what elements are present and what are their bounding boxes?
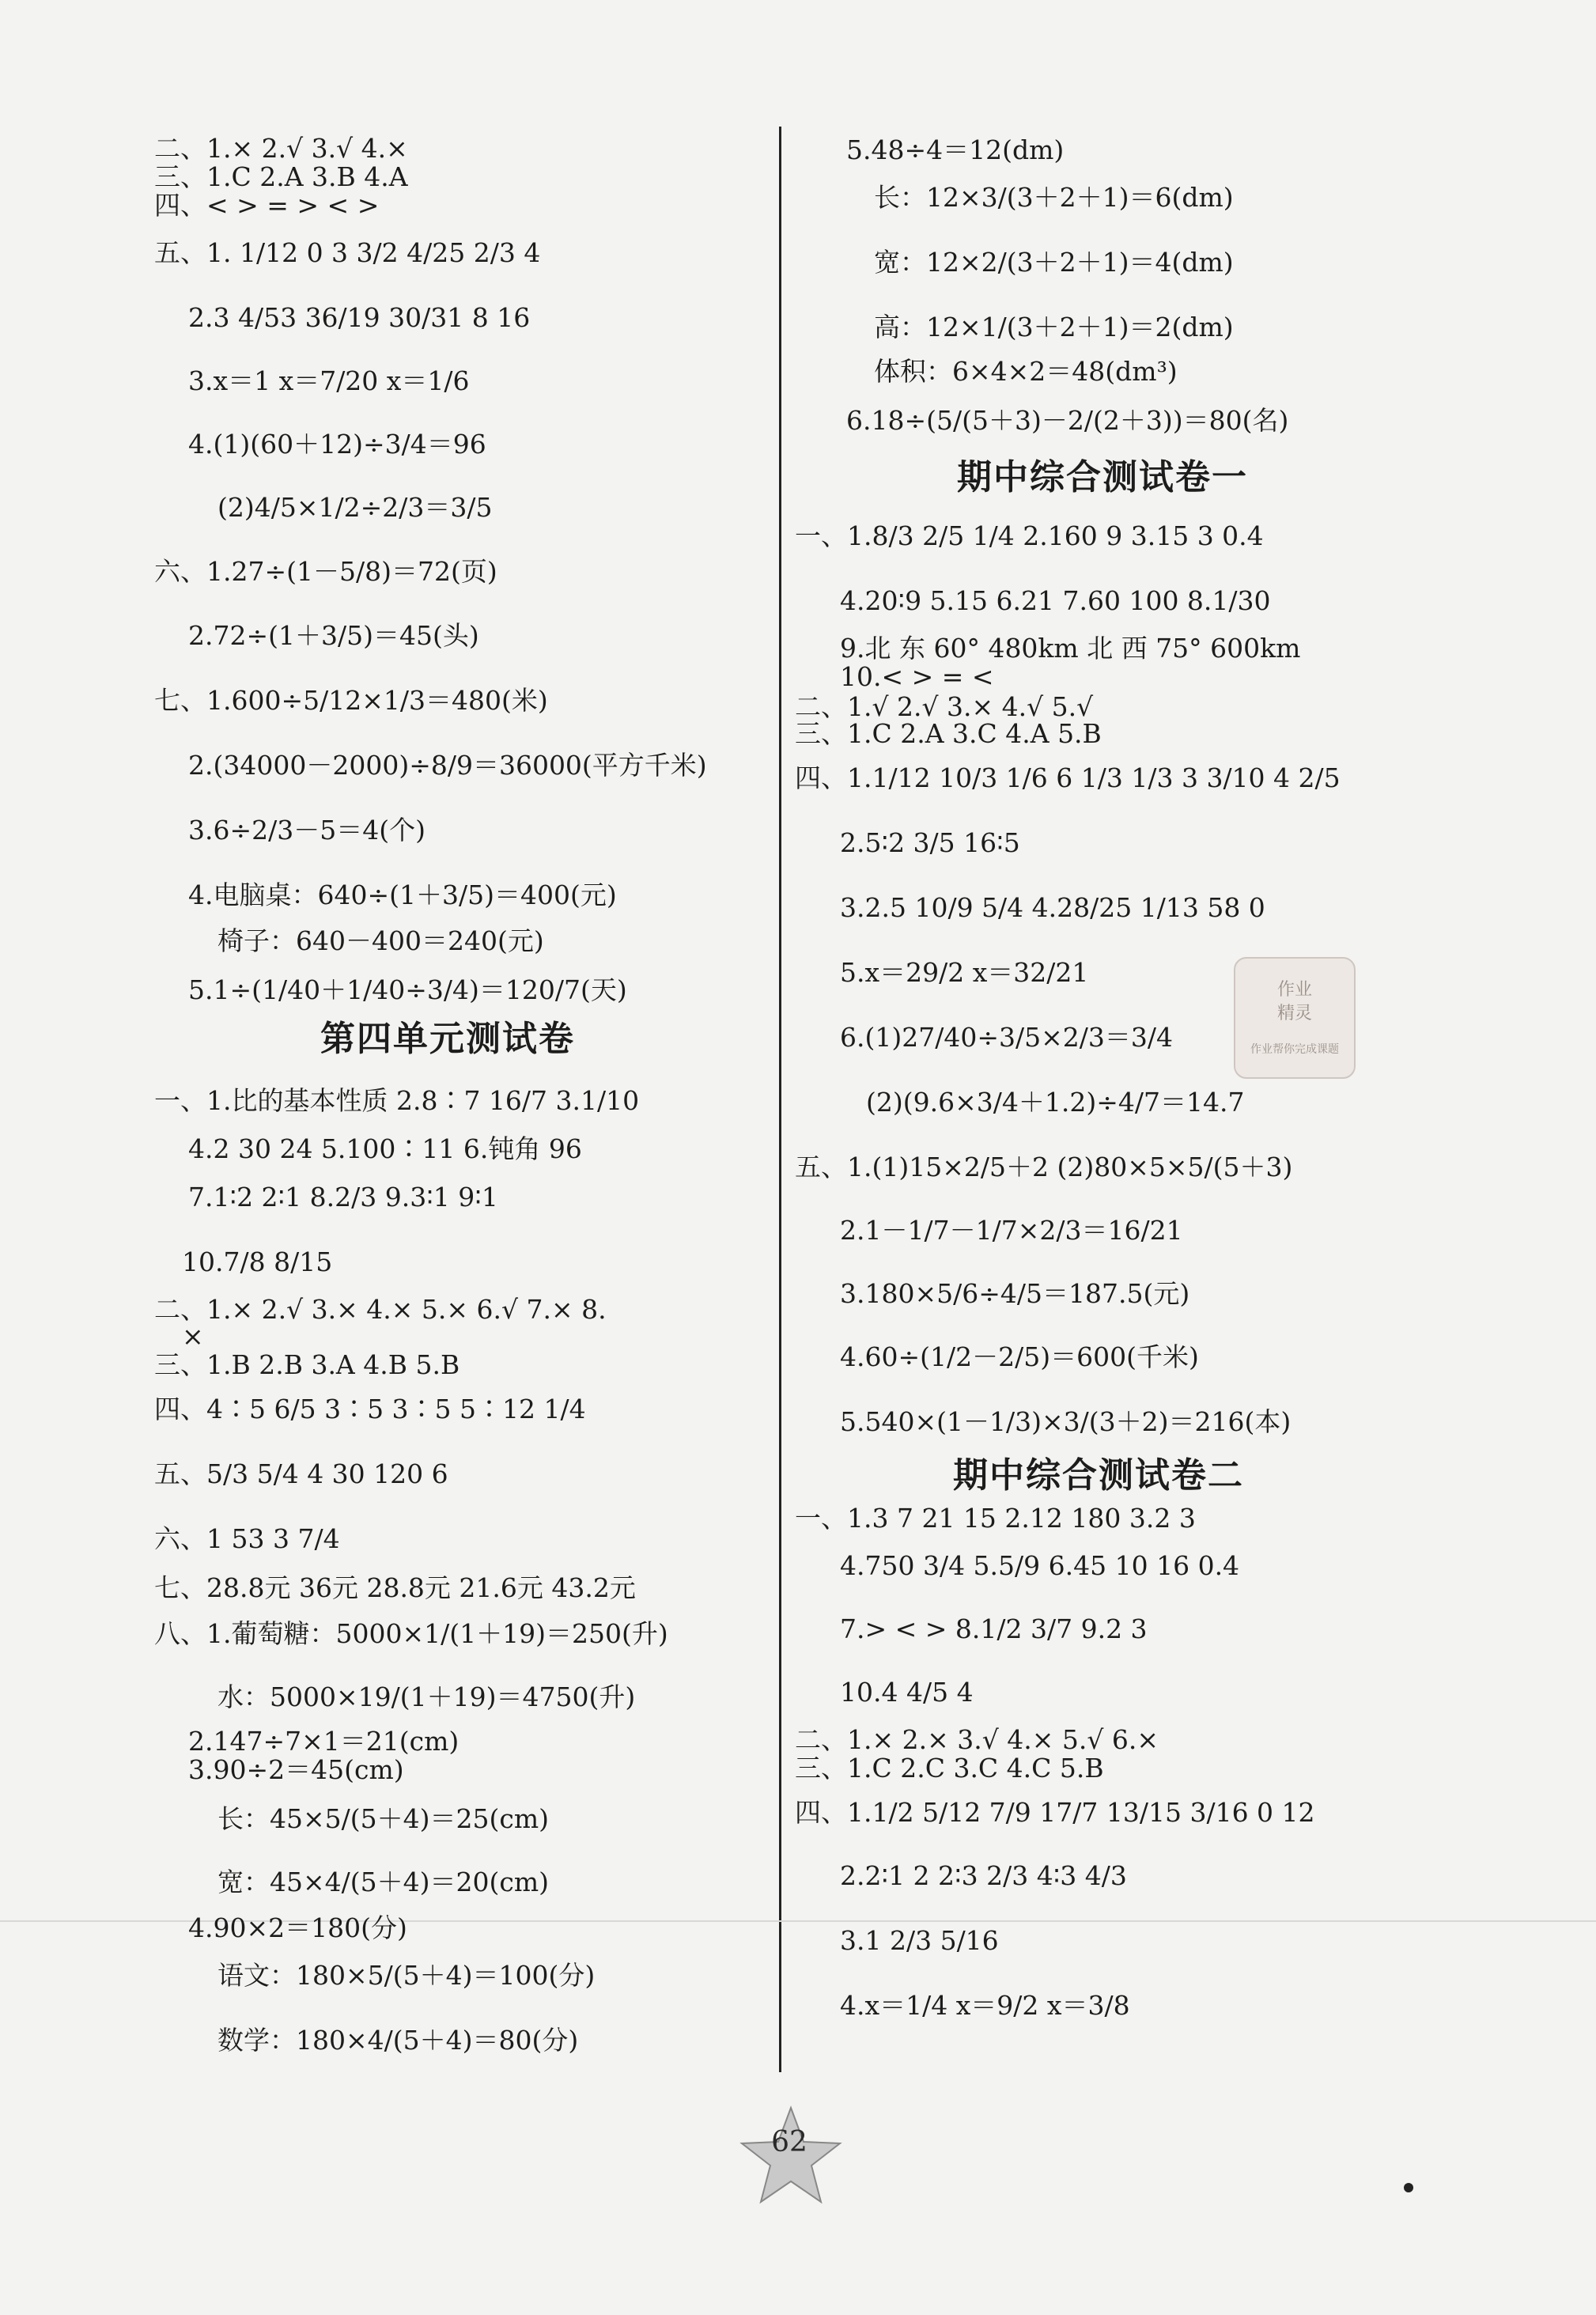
answer-line: 五、1.(1)15×2/5＋2 (2)80×5×5/(5＋3) xyxy=(795,1152,1293,1182)
answer-line: 四、1.1/12 10/3 1/6 6 1/3 1/3 3 3/10 4 2/5 xyxy=(795,762,1341,793)
answer-line: (2)4/5×1/2÷2/3＝3/5 xyxy=(217,492,493,523)
answer-line: 2.(34000－2000)÷8/9＝36000(平方千米) xyxy=(188,750,707,781)
answer-line: 6.18÷(5/(5＋3)－2/(2＋3))＝80(名) xyxy=(846,405,1289,436)
answer-line: 二、1.× 2.× 3.√ 4.× 5.√ 6.× xyxy=(795,1724,1159,1755)
answer-line: 二、1.√ 2.√ 3.× 4.√ 5.√ xyxy=(795,691,1094,722)
answer-line: 五、5/3 5/4 4 30 120 6 xyxy=(154,1458,448,1489)
answer-line: 语文：180×5/(5＋4)＝100(分) xyxy=(217,1960,596,1991)
answer-line: 7.> < > 8.1/2 3/7 9.2 3 xyxy=(840,1613,1148,1644)
watermark-stamp xyxy=(1234,957,1356,1079)
answer-line: 2.3 4/53 36/19 30/31 8 16 xyxy=(188,302,531,333)
answer-line: 四、1.1/2 5/12 7/9 17/7 13/15 3/16 0 12 xyxy=(795,1797,1315,1828)
answer-line: 体积：6×4×2＝48(dm³) xyxy=(874,356,1178,387)
answer-line: 4.60÷(1/2－2/5)＝600(千米) xyxy=(840,1341,1199,1372)
answer-line: 数学：180×4/(5＋4)＝80(分) xyxy=(217,2025,579,2056)
answer-line: × xyxy=(182,1321,204,1352)
answer-line: 长：45×5/(5＋4)＝25(cm) xyxy=(217,1803,550,1834)
answer-line: 一、1.3 7 21 15 2.12 180 3.2 3 xyxy=(795,1503,1196,1534)
answer-line: 二、1.× 2.√ 3.× 4.× 5.× 6.√ 7.× 8. xyxy=(154,1294,607,1325)
answer-line: 椅子：640－400＝240(元) xyxy=(217,925,544,956)
answer-line: 10.< > = < xyxy=(840,661,994,692)
answer-line: 水：5000×19/(1＋19)＝4750(升) xyxy=(217,1681,636,1712)
answer-line: 七、28.8元 36元 28.8元 21.6元 43.2元 xyxy=(154,1572,636,1603)
ink-dot xyxy=(1404,2183,1413,2192)
stamp-text-1: 作业 xyxy=(1276,980,1312,1000)
column-divider xyxy=(779,127,781,2072)
answer-line: 4.90×2＝180(分) xyxy=(188,1912,407,1943)
answer-line: 三、1.C 2.A 3.C 4.A 5.B xyxy=(795,718,1102,749)
answer-line: 2.72÷(1＋3/5)＝45(头) xyxy=(188,620,479,651)
answer-line: 八、1.葡萄糖：5000×1/(1＋19)＝250(升) xyxy=(154,1618,668,1649)
answer-line: 2.2∶1 2 2∶3 2/3 4∶3 4/3 xyxy=(840,1860,1127,1891)
heading-midterm-test-1: 期中综合测试卷一 xyxy=(957,457,1248,497)
answer-line: 3.1 2/3 5/16 xyxy=(840,1925,999,1956)
answer-line: 长：12×3/(3＋2＋1)＝6(dm) xyxy=(874,182,1234,213)
answer-line: 三、1.C 2.A 3.B 4.A xyxy=(154,161,408,192)
answer-line: 五、1. 1/12 0 3 3/2 4/25 2/3 4 xyxy=(154,237,541,268)
answer-line: 二、1.× 2.√ 3.√ 4.× xyxy=(154,133,408,164)
star-icon xyxy=(736,2104,846,2215)
answer-line: 宽：12×2/(3＋2＋1)＝4(dm) xyxy=(874,247,1234,278)
answer-line: 2.5∶2 3/5 16∶5 xyxy=(840,827,1020,858)
answer-line: 5.540×(1－1/3)×3/(3＋2)＝216(本) xyxy=(840,1406,1292,1437)
heading-midterm-test-2: 期中综合测试卷二 xyxy=(953,1455,1244,1496)
heading-unit4-test: 第四单元测试卷 xyxy=(320,1019,575,1059)
answer-line: 3.2.5 10/9 5/4 4.28/25 1/13 58 0 xyxy=(840,892,1265,923)
answer-line: 4.20∶9 5.15 6.21 7.60 100 8.1/30 xyxy=(840,585,1271,616)
answer-line: 四、< > = > < > xyxy=(154,190,380,221)
answer-line: 3.x＝1 x＝7/20 x＝1/6 xyxy=(188,365,470,396)
answer-line: 4.2 30 24 5.100∶11 6.钝角 96 xyxy=(188,1133,582,1164)
answer-line: 2.1－1/7－1/7×2/3＝16/21 xyxy=(840,1215,1183,1246)
answer-line: 4.电脑桌：640÷(1＋3/5)＝400(元) xyxy=(188,879,617,910)
answer-line: 七、1.600÷5/12×1/3＝480(米) xyxy=(154,685,548,716)
answer-line: (2)(9.6×3/4＋1.2)÷4/7＝14.7 xyxy=(866,1087,1245,1118)
answer-line: 4.(1)(60＋12)÷3/4＝96 xyxy=(188,429,486,460)
answer-line: 5.1÷(1/40＋1/40÷3/4)＝120/7(天) xyxy=(188,974,627,1005)
answer-line: 宽：45×4/(5＋4)＝20(cm) xyxy=(217,1867,550,1897)
answer-line: 3.180×5/6÷4/5＝187.5(元) xyxy=(840,1278,1190,1309)
answer-line: 3.6÷2/3－5＝4(个) xyxy=(188,815,425,845)
stamp-text-3: 作业帮你完成课题 xyxy=(1250,1043,1339,1056)
answer-line: 一、1.8/3 2/5 1/4 2.160 9 3.15 3 0.4 xyxy=(795,520,1264,551)
answer-line: 一、1.比的基本性质 2.8∶7 16/7 3.1/10 xyxy=(154,1085,640,1116)
answer-line: 六、1 53 3 7/4 xyxy=(154,1523,340,1554)
answer-line: 3.90÷2＝45(cm) xyxy=(188,1754,404,1785)
answer-line: 四、4∶5 6/5 3∶5 3∶5 5∶12 1/4 xyxy=(154,1394,586,1424)
answer-line: 6.(1)27/40÷3/5×2/3＝3/4 xyxy=(840,1022,1173,1053)
answer-line: 10.7/8 8/15 xyxy=(182,1246,333,1277)
answer-line: 三、1.B 2.B 3.A 4.B 5.B xyxy=(154,1349,460,1380)
answer-line: 4.750 3/4 5.5/9 6.45 10 16 0.4 xyxy=(840,1550,1240,1581)
answer-line: 5.x＝29/2 x＝32/21 xyxy=(840,957,1089,988)
answer-line: 2.147÷7×1＝21(cm) xyxy=(188,1726,460,1757)
answer-line: 高：12×1/(3＋2＋1)＝2(dm) xyxy=(874,312,1234,342)
stamp-text-2: 精灵 xyxy=(1276,1004,1312,1023)
answer-line: 六、1.27÷(1－5/8)＝72(页) xyxy=(154,556,497,587)
answer-line: 三、1.C 2.C 3.C 4.C 5.B xyxy=(795,1753,1104,1784)
answer-line: 7.1∶2 2∶1 8.2/3 9.3∶1 9∶1 xyxy=(188,1182,498,1212)
page-number: 62 xyxy=(771,2126,807,2158)
answer-line: 9.北 东 60° 480km 北 西 75° 600km xyxy=(840,633,1301,664)
answer-line: 5.48÷4＝12(dm) xyxy=(846,134,1065,165)
answer-line: 10.4 4/5 4 xyxy=(840,1677,974,1708)
answer-line: 4.x＝1/4 x＝9/2 x＝3/8 xyxy=(840,1990,1130,2021)
